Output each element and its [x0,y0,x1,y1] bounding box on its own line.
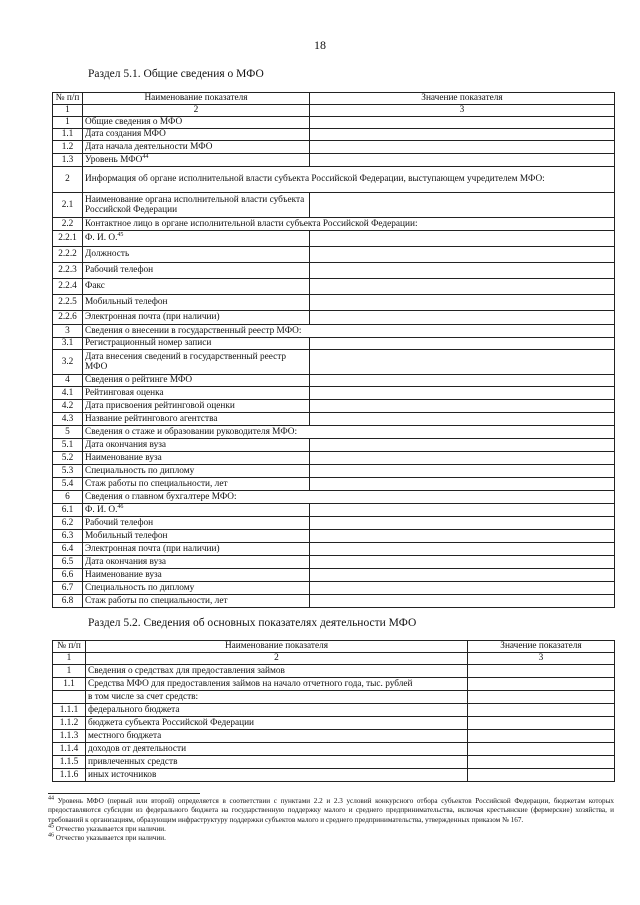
page-number: 18 [314,38,326,52]
row-number: 2.2.3 [53,263,83,279]
value-cell[interactable] [310,338,615,350]
indicator-name [83,478,310,491]
row-number: 2.2.4 [53,279,83,295]
value-cell[interactable] [310,141,615,154]
row-number: 5.2 [53,452,83,465]
indicator-name [83,517,310,530]
table-row [53,154,615,167]
row-number: 1.1.1 [53,704,86,717]
value-cell[interactable] [310,400,615,413]
footnote-text: Отчество указывается при наличии. [54,825,166,834]
indicator-name: местного бюджета [86,730,468,743]
indicator-name-text: Дата окончания вуза [85,556,167,567]
indicator-name: Средства МФО для предоставления займов на начало отчетного года, тыс. рублей [86,678,468,691]
general-info-table [52,92,615,608]
indicator-name-text: Наименование вуза [85,569,162,580]
indicator-name-text: Факс [85,281,105,292]
value-cell[interactable] [468,769,615,782]
row-number: 6.1 [53,504,83,517]
row-number: 2.2 [53,218,83,231]
row-number: 1.1.5 [53,756,86,769]
row-number: 6.8 [53,595,83,608]
indicator-name-text: Специальность по диплому [85,465,195,476]
value-cell[interactable] [310,117,615,129]
value-cell[interactable] [310,569,615,582]
indicator-name-text: Ф. И. О. [85,233,118,244]
footnotes [48,797,614,844]
index-cell: 2 [86,653,468,665]
indicator-name [83,543,310,556]
section-title-5-2: Раздел 5.2. Сведения об основных показателях деятельности МФО [88,617,417,629]
index-cell: 1 [53,105,83,117]
indicator-name-text: Информация об органе исполнительной власти субъекта Российской Федерации, выступающем учредителем МФО: [85,174,545,185]
table-row [53,193,615,218]
value-cell[interactable] [468,743,615,756]
value-cell[interactable] [468,756,615,769]
indicator-name-text: Ф. И. О. [85,504,118,515]
index-cell: 2 [83,105,310,117]
col-header-name: Наименование показателя [86,641,468,653]
value-cell[interactable] [310,582,615,595]
row-number: 4.1 [53,387,83,400]
table-row [53,295,615,311]
value-cell[interactable] [310,452,615,465]
row-number: 2.2.2 [53,247,83,263]
value-cell[interactable] [310,375,615,387]
footnote [48,834,614,843]
value-cell[interactable] [310,295,615,311]
indicator-name-text: Дата присвоения рейтинговой оценки [85,400,235,411]
table-row [53,478,615,491]
indicator-name-text: Электронная почта (при наличии) [85,543,220,554]
indicator-name-text: Стаж работы по специальности, лет [85,478,228,489]
table-row [53,311,615,325]
table-row [53,279,615,295]
indicator-name [83,530,310,543]
indicator-name [83,569,310,582]
table-row [53,517,615,530]
table-row [53,756,615,769]
footnote-mark: 45 [48,823,54,830]
indicator-name [83,387,310,400]
row-number: 5 [53,426,83,439]
indicator-name [83,129,310,141]
footnote-ref: 45 [117,232,124,239]
indicator-name [83,556,310,569]
indicator-name: иных источников [86,769,468,782]
section-title-5-1: Раздел 5.1. Общие сведения о МФО [88,68,264,80]
table-row [53,338,615,350]
value-cell[interactable] [468,665,615,678]
row-number: 2.2.6 [53,311,83,325]
footnote-text: Уровень МФО (первый или второй) определяется в соответствии с пунктами 2.2 и 2.3 условий конкурсного отбора субъектов Российской Федерации, бюджетам которых предоставляются субсидии из федерального бюджета на государственную поддержку малого и среднего предпринимательства, включая крестьянские (фермерские) хозяйства, и требований к организациям, образующим инфраструктуру поддержки субъектов малого и среднего предпринимательства, утвержденных приказом № 167. [48,797,614,824]
row-number: 6.7 [53,582,83,595]
indicator-name [83,426,615,439]
footnote-mark: 46 [48,833,54,840]
table-row [53,530,615,543]
row-number: 6.4 [53,543,83,556]
col-header-name: Наименование показателя [83,93,310,105]
indicator-name [83,595,310,608]
row-number: 1.1.6 [53,769,86,782]
footnote-ref: 44 [142,153,149,160]
value-cell[interactable] [310,231,615,247]
table-row [53,439,615,452]
indicator-name-text: Наименование вуза [85,452,162,463]
col-header-value: Значение показателя [468,641,615,653]
table-row [53,413,615,426]
table-row [53,665,615,678]
row-number [53,691,86,704]
value-cell[interactable] [310,350,615,375]
value-cell[interactable] [468,678,615,691]
indicator-name-text: Сведения о внесении в государственный реестр МФО: [85,325,302,336]
indicator-name-text: Сведения о стаже и образовании руководителя МФО: [85,426,298,437]
indicator-name-text: Рабочий телефон [85,517,154,528]
row-number: 1.1 [53,129,83,141]
table-row [53,375,615,387]
row-number: 6.5 [53,556,83,569]
indicator-name [83,193,310,218]
row-number: 2 [53,167,83,193]
indicator-name [83,117,310,129]
indicator-name-text: Стаж работы по специальности, лет [85,595,228,606]
indicator-name-text: Электронная почта (при наличии) [85,312,220,323]
table-row [53,717,615,730]
indicator-name-text: Мобильный телефон [85,297,168,308]
indicator-name: бюджета субъекта Российской Федерации [86,717,468,730]
table-row [53,491,615,504]
value-cell[interactable] [310,311,615,325]
row-number: 4.3 [53,413,83,426]
table-row [53,595,615,608]
table-row [53,141,615,154]
indicator-name-text: Регистрационный номер записи [85,338,212,349]
indicator-name [83,491,615,504]
indicator-name [83,413,310,426]
indicator-name-text: Рейтинговая оценка [85,387,164,398]
indicator-name [83,311,310,325]
index-cell: 1 [53,653,86,665]
indicator-name-text: Должность [85,249,130,260]
value-cell[interactable] [310,193,615,218]
indicator-name [83,263,310,279]
col-header-number: № п/п [53,93,83,105]
value-cell[interactable] [310,387,615,400]
value-cell[interactable] [310,517,615,530]
table-row [53,582,615,595]
table-row [53,452,615,465]
indicator-name: федерального бюджета [86,704,468,717]
table-row [53,167,615,193]
indicator-name-text: Сведения о рейтинге МФО [85,375,193,386]
indicator-name [83,167,615,193]
table-row [53,325,615,338]
row-number: 2.2.5 [53,295,83,311]
indicator-name [83,154,310,167]
table-row [53,465,615,478]
footnote [48,797,614,825]
value-cell[interactable] [310,413,615,426]
row-number: 1.1.2 [53,717,86,730]
footnote-ref: 46 [117,503,124,510]
indicator-name [83,325,615,338]
indicator-name [83,375,310,387]
value-cell[interactable] [468,704,615,717]
row-number: 6.2 [53,517,83,530]
indicator-name: Сведения о средствах для предоставления займов [86,665,468,678]
row-number: 6.6 [53,569,83,582]
table-row [53,263,615,279]
table-row [53,231,615,247]
activity-indicators-table [52,640,615,782]
row-number: 1.1.4 [53,743,86,756]
indicator-name [83,400,310,413]
row-number: 5.1 [53,439,83,452]
table-row [53,743,615,756]
footnote-divider [48,793,200,794]
value-cell[interactable] [310,530,615,543]
table-row [53,769,615,782]
value-cell[interactable] [310,595,615,608]
row-number: 1.3 [53,154,83,167]
row-number: 3.1 [53,338,83,350]
table-row [53,247,615,263]
table-row [53,400,615,413]
indicator-name-text: Дата окончания вуза [85,439,167,450]
row-number: 1.1.3 [53,730,86,743]
indicator-name-text: Специальность по диплому [85,582,195,593]
indicator-name-text: Дата внесения сведений в государственный реестр МФО [85,351,287,372]
row-number: 6.3 [53,530,83,543]
value-cell[interactable] [310,504,615,517]
row-number: 1.1 [53,678,86,691]
indicator-name-text: Наименование органа исполнительной власти субъекта Российской Федерации [85,194,305,215]
value-cell[interactable] [310,154,615,167]
table-row [53,117,615,129]
indicator-name: доходов от деятельности [86,743,468,756]
row-number: 2.2.1 [53,231,83,247]
indicator-name: привлеченных средств [86,756,468,769]
table-row [53,426,615,439]
table-row [53,691,615,704]
table-row [53,569,615,582]
value-cell[interactable] [310,279,615,295]
indicator-name [83,279,310,295]
row-number: 1 [53,665,86,678]
value-cell[interactable] [468,730,615,743]
indicator-name-text: Дата начала деятельности МФО [85,141,213,152]
row-number: 1 [53,117,83,129]
indicator-name [83,439,310,452]
indicator-name [83,452,310,465]
table-row [53,704,615,717]
index-cell: 3 [468,653,615,665]
value-cell[interactable] [310,263,615,279]
col-header-number: № п/п [53,641,86,653]
value-cell[interactable] [310,543,615,556]
indicator-name-text: Контактное лицо в органе исполнительной власти субъекта Российской Федерации: [85,218,418,229]
indicator-name: в том числе за счет средств: [86,691,468,704]
table-row [53,350,615,375]
value-cell[interactable] [310,129,615,141]
indicator-name-text: Сведения о главном бухгалтере МФО: [85,491,237,502]
table-row [53,218,615,231]
indicator-name [83,582,310,595]
indicator-name-text: Мобильный телефон [85,530,168,541]
index-cell: 3 [310,105,615,117]
table-row [53,387,615,400]
row-number: 4 [53,375,83,387]
indicator-name [83,141,310,154]
footnote-text: Отчество указывается при наличии. [54,834,166,843]
value-cell[interactable] [468,691,615,704]
row-number: 3.2 [53,350,83,375]
indicator-name [83,504,310,517]
indicator-name-text: Название рейтингового агентства [85,413,218,424]
table-row [53,556,615,569]
indicator-name [83,465,310,478]
indicator-name [83,218,615,231]
indicator-name-text: Дата создания МФО [85,129,166,140]
value-cell[interactable] [310,247,615,263]
indicator-name [83,350,310,375]
value-cell[interactable] [310,439,615,452]
indicator-name-text: Рабочий телефон [85,265,154,276]
row-number: 1.2 [53,141,83,154]
table-row [53,504,615,517]
footnote-mark: 44 [48,795,54,802]
indicator-name-text: Уровень МФО [85,154,143,165]
indicator-name [83,247,310,263]
col-header-value: Значение показателя [310,93,615,105]
value-cell[interactable] [310,465,615,478]
value-cell[interactable] [468,717,615,730]
table-row [53,543,615,556]
row-number: 5.3 [53,465,83,478]
table-row [53,730,615,743]
row-number: 5.4 [53,478,83,491]
row-number: 3 [53,325,83,338]
row-number: 6 [53,491,83,504]
indicator-name [83,338,310,350]
table-row [53,678,615,691]
indicator-name [83,231,310,247]
row-number: 2.1 [53,193,83,218]
table-row [53,129,615,141]
indicator-name [83,295,310,311]
value-cell[interactable] [310,556,615,569]
indicator-name-text: Общие сведения о МФО [85,117,183,128]
value-cell[interactable] [310,478,615,491]
row-number: 4.2 [53,400,83,413]
